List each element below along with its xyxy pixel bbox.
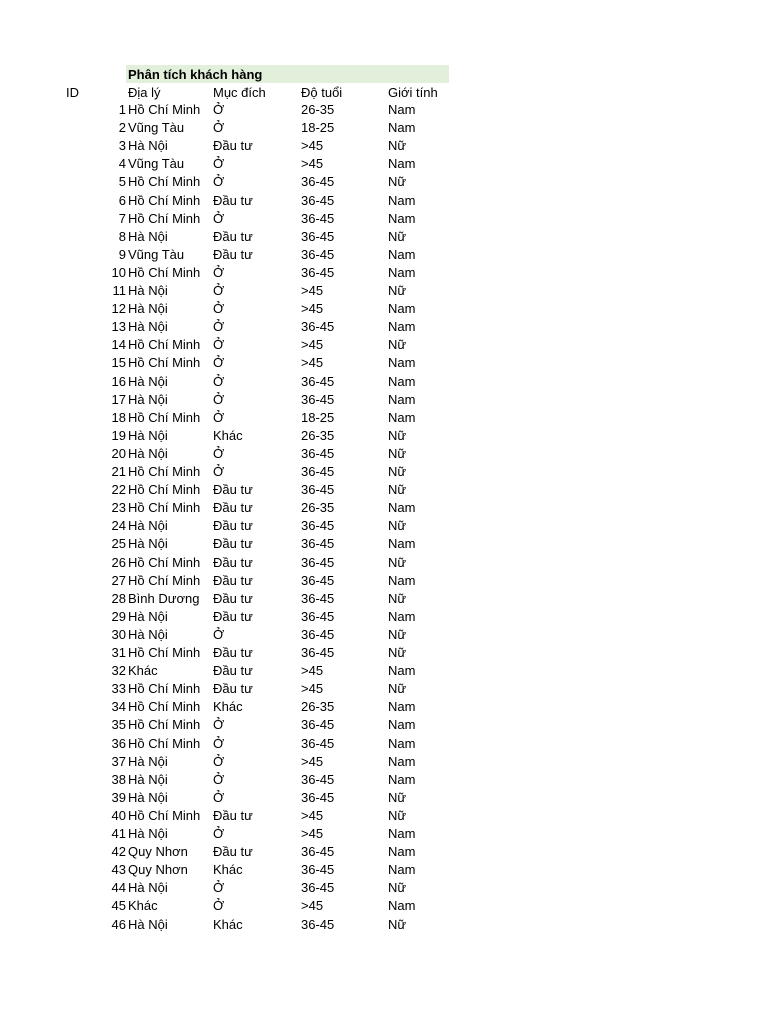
header-gender[interactable]: Giới tính (388, 85, 438, 100)
table-row (0, 535, 768, 553)
table-row (0, 119, 768, 137)
cell-age[interactable]: 26-35 (301, 102, 335, 117)
cell-gender[interactable]: Nữ (388, 645, 407, 660)
cell-purpose[interactable]: Ở (213, 156, 225, 172)
cell-id[interactable]: 37 (111, 753, 126, 769)
cell-purpose[interactable]: Ở (213, 102, 225, 117)
cell-purpose[interactable]: Ở (213, 301, 225, 317)
cell-geography[interactable]: Hồ Chí Minh (128, 645, 201, 660)
cell-purpose[interactable]: Đầu tư (213, 500, 253, 516)
cell-id[interactable]: 24 (111, 518, 126, 534)
table-row (0, 409, 768, 427)
cell-geography[interactable]: Bình Dương (128, 590, 200, 606)
cell-geography[interactable]: Hà Nội (128, 608, 168, 624)
cell-purpose[interactable]: Ở (213, 898, 225, 914)
cell-id[interactable]: 4 (118, 156, 126, 172)
header-id[interactable]: ID (66, 85, 79, 100)
cell-geography[interactable]: Hà Nội (128, 518, 168, 534)
cell-purpose[interactable]: Đầu tư (213, 681, 253, 697)
cell-gender[interactable]: Nam (388, 862, 416, 878)
cell-geography[interactable]: Hồ Chí Minh (128, 681, 201, 697)
cell-gender[interactable]: Nữ (388, 138, 407, 154)
cell-age[interactable]: 36-45 (301, 717, 335, 733)
cell-age[interactable]: >45 (301, 681, 324, 697)
cell-id[interactable]: 26 (111, 554, 126, 570)
header-purpose[interactable]: Mục đích (213, 85, 266, 100)
cell-gender[interactable]: Nam (388, 500, 416, 516)
cell-purpose[interactable]: Ở (213, 717, 225, 733)
cell-purpose[interactable]: Ở (213, 771, 225, 787)
cell-id[interactable]: 21 (111, 464, 126, 479)
cell-age[interactable]: 36-45 (301, 445, 335, 461)
cell-gender[interactable]: Nam (388, 301, 416, 317)
cell-purpose[interactable]: Khác (213, 916, 243, 932)
cell-id[interactable]: 18 (111, 409, 126, 425)
table-row (0, 155, 768, 173)
cell-geography[interactable]: Hồ Chí Minh (128, 482, 201, 498)
table-row (0, 698, 768, 716)
table-row (0, 354, 768, 372)
table-row (0, 861, 768, 879)
table-row (0, 807, 768, 825)
cell-id[interactable]: 44 (111, 880, 126, 896)
cell-geography[interactable]: Hà Nội (128, 626, 168, 642)
cell-geography[interactable]: Hồ Chí Minh (128, 337, 201, 353)
cell-age[interactable]: 18-25 (301, 120, 335, 136)
cell-purpose[interactable]: Ở (213, 373, 225, 389)
table-row (0, 680, 768, 698)
cell-id[interactable]: 46 (111, 916, 126, 932)
cell-age[interactable]: >45 (301, 301, 324, 317)
cell-purpose[interactable]: Ở (213, 735, 225, 751)
cell-purpose[interactable]: Khác (213, 427, 243, 443)
cell-purpose[interactable]: Ở (213, 464, 225, 479)
cell-geography[interactable]: Hà Nội (128, 445, 168, 461)
cell-age[interactable]: 36-45 (301, 210, 335, 226)
cell-geography[interactable]: Hà Nội (128, 228, 168, 244)
cell-geography[interactable]: Hồ Chí Minh (128, 572, 201, 588)
cell-purpose[interactable]: Đầu tư (213, 608, 253, 624)
sheet-title[interactable]: Phân tích khách hàng (128, 67, 263, 82)
cell-geography[interactable]: Hà Nội (128, 771, 168, 787)
cell-gender[interactable]: Nữ (388, 482, 407, 498)
cell-id[interactable]: 38 (111, 771, 126, 787)
cell-age[interactable]: 36-45 (301, 228, 335, 244)
cell-geography[interactable]: Hồ Chí Minh (128, 735, 201, 751)
table-row (0, 608, 768, 626)
cell-purpose[interactable]: Đầu tư (213, 482, 253, 498)
table-row (0, 879, 768, 897)
cell-age[interactable]: 36-45 (301, 391, 335, 407)
cell-purpose[interactable]: Đầu tư (213, 663, 253, 679)
cell-id[interactable]: 10 (111, 264, 126, 280)
table-row (0, 445, 768, 463)
cell-purpose[interactable]: Ở (213, 753, 225, 769)
table-row (0, 318, 768, 336)
cell-geography[interactable]: Hồ Chí Minh (128, 264, 201, 280)
cell-gender[interactable]: Nữ (388, 427, 407, 443)
cell-id[interactable]: 43 (111, 862, 126, 878)
table-row (0, 336, 768, 354)
cell-age[interactable]: 36-45 (301, 789, 335, 805)
cell-age[interactable]: 36-45 (301, 319, 335, 335)
cell-gender[interactable]: Nam (388, 264, 416, 280)
cell-gender[interactable]: Nam (388, 120, 416, 136)
cell-purpose[interactable]: Đầu tư (213, 228, 253, 244)
table-row (0, 391, 768, 409)
cell-geography[interactable]: Hồ Chí Minh (128, 102, 201, 117)
table-row (0, 210, 768, 228)
cell-purpose[interactable]: Đầu tư (213, 246, 253, 262)
cell-geography[interactable]: Khác (128, 663, 158, 679)
cell-id[interactable]: 14 (111, 337, 126, 353)
cell-id[interactable]: 19 (111, 427, 126, 443)
cell-geography[interactable]: Hồ Chí Minh (128, 192, 201, 208)
cell-gender[interactable]: Nam (388, 753, 416, 769)
cell-gender[interactable]: Nam (388, 409, 416, 425)
cell-id[interactable]: 39 (111, 789, 126, 805)
table-row (0, 825, 768, 843)
cell-gender[interactable]: Nam (388, 536, 416, 552)
cell-geography[interactable]: Vũng Tàu (128, 156, 185, 172)
cell-id[interactable]: 33 (111, 681, 126, 697)
cell-gender[interactable]: Nữ (388, 283, 407, 298)
cell-geography[interactable]: Hà Nội (128, 138, 168, 154)
cell-geography[interactable]: Hà Nội (128, 880, 168, 896)
cell-geography[interactable]: Vũng Tàu (128, 120, 185, 136)
table-row (0, 644, 768, 662)
cell-purpose[interactable]: Đầu tư (213, 554, 253, 570)
cell-gender[interactable]: Nam (388, 735, 416, 751)
table-row (0, 897, 768, 915)
cell-age[interactable]: 26-35 (301, 500, 335, 516)
cell-age[interactable]: 36-45 (301, 264, 335, 280)
table-row (0, 101, 768, 119)
table-row (0, 463, 768, 481)
cell-age[interactable]: >45 (301, 753, 324, 769)
cell-purpose[interactable]: Ở (213, 264, 225, 280)
cell-purpose[interactable]: Ở (213, 120, 225, 136)
cell-gender[interactable]: Nam (388, 898, 416, 914)
cell-gender[interactable]: Nữ (388, 518, 407, 534)
cell-id[interactable]: 6 (118, 192, 126, 208)
cell-gender[interactable]: Nữ (388, 590, 407, 606)
cell-id[interactable]: 20 (111, 445, 126, 461)
table-row (0, 662, 768, 680)
cell-purpose[interactable]: Đầu tư (213, 590, 253, 606)
cell-id[interactable]: 12 (111, 301, 126, 317)
cell-id[interactable]: 8 (118, 228, 126, 244)
cell-purpose[interactable]: Ở (213, 283, 225, 298)
cell-gender[interactable]: Nam (388, 391, 416, 407)
table-row (0, 300, 768, 318)
cell-geography[interactable]: Quy Nhơn (128, 862, 188, 878)
cell-id[interactable]: 23 (111, 500, 126, 516)
cell-geography[interactable]: Quy Nhơn (128, 844, 188, 860)
cell-purpose[interactable]: Khác (213, 862, 243, 878)
cell-id[interactable]: 32 (111, 663, 126, 679)
cell-id[interactable]: 7 (118, 210, 126, 226)
cell-gender[interactable]: Nam (388, 355, 416, 371)
cell-purpose[interactable]: Ở (213, 626, 225, 642)
cell-id[interactable]: 3 (118, 138, 126, 154)
table-row (0, 282, 768, 300)
table-row (0, 499, 768, 517)
table-row (0, 427, 768, 445)
cell-geography[interactable]: Hà Nội (128, 283, 168, 298)
cell-geography[interactable]: Hà Nội (128, 826, 168, 841)
cell-gender[interactable]: Nam (388, 771, 416, 787)
cell-gender[interactable]: Nam (388, 373, 416, 389)
cell-id[interactable]: 31 (111, 645, 126, 660)
cell-gender[interactable]: Nam (388, 699, 416, 715)
cell-gender[interactable]: Nữ (388, 681, 407, 697)
table-row (0, 789, 768, 807)
cell-age[interactable]: 36-45 (301, 880, 335, 896)
cell-purpose[interactable]: Ở (213, 826, 225, 841)
cell-age[interactable]: 36-45 (301, 862, 335, 878)
cell-purpose[interactable]: Đầu tư (213, 645, 253, 660)
cell-geography[interactable]: Hồ Chí Minh (128, 554, 201, 570)
cell-age[interactable]: 36-45 (301, 554, 335, 570)
cell-age[interactable]: >45 (301, 898, 324, 914)
cell-geography[interactable]: Hồ Chí Minh (128, 355, 201, 371)
cell-age[interactable]: 36-45 (301, 916, 335, 932)
table-row (0, 771, 768, 789)
cell-id[interactable]: 30 (111, 626, 126, 642)
cell-gender[interactable]: Nam (388, 210, 416, 226)
cell-geography[interactable]: Hồ Chí Minh (128, 409, 201, 425)
cell-purpose[interactable]: Khác (213, 699, 243, 715)
cell-gender[interactable]: Nam (388, 319, 416, 335)
cell-age[interactable]: >45 (301, 337, 324, 353)
cell-gender[interactable]: Nữ (388, 554, 407, 570)
cell-geography[interactable]: Hà Nội (128, 753, 168, 769)
cell-gender[interactable]: Nam (388, 844, 416, 860)
cell-age[interactable]: >45 (301, 138, 324, 154)
cell-age[interactable]: 36-45 (301, 590, 335, 606)
cell-id[interactable]: 35 (111, 717, 126, 733)
table-row (0, 716, 768, 734)
cell-geography[interactable]: Hồ Chí Minh (128, 174, 201, 190)
cell-id[interactable]: 2 (118, 120, 126, 136)
cell-geography[interactable]: Hà Nội (128, 789, 168, 805)
cell-purpose[interactable]: Ở (213, 337, 225, 353)
cell-geography[interactable]: Khác (128, 898, 158, 914)
cell-age[interactable]: >45 (301, 807, 324, 823)
cell-age[interactable]: 36-45 (301, 174, 335, 190)
cell-gender[interactable]: Nam (388, 608, 416, 624)
cell-purpose[interactable]: Đầu tư (213, 536, 253, 552)
cell-gender[interactable]: Nữ (388, 464, 407, 479)
cell-age[interactable]: 36-45 (301, 572, 335, 588)
cell-gender[interactable]: Nữ (388, 789, 407, 805)
cell-id[interactable]: 9 (118, 246, 126, 262)
cell-age[interactable]: 36-45 (301, 771, 335, 787)
cell-id[interactable]: 41 (111, 826, 126, 841)
table-row (0, 843, 768, 861)
header-geography[interactable]: Địa lý (128, 85, 161, 100)
cell-purpose[interactable]: Ở (213, 789, 225, 805)
header-age[interactable]: Độ tuổi (301, 85, 343, 100)
cell-id[interactable]: 17 (111, 391, 126, 407)
cell-age[interactable]: >45 (301, 355, 324, 371)
cell-age[interactable]: 36-45 (301, 192, 335, 208)
cell-id[interactable]: 16 (111, 373, 126, 389)
cell-purpose[interactable]: Ở (213, 355, 225, 371)
cell-gender[interactable]: Nữ (388, 174, 407, 190)
cell-gender[interactable]: Nam (388, 102, 416, 117)
cell-purpose[interactable]: Đầu tư (213, 192, 253, 208)
cell-geography[interactable]: Hà Nội (128, 301, 168, 317)
cell-geography[interactable]: Hà Nội (128, 427, 168, 443)
cell-id[interactable]: 28 (111, 590, 126, 606)
cell-gender[interactable]: Nữ (388, 337, 407, 353)
cell-age[interactable]: 36-45 (301, 626, 335, 642)
table-row (0, 517, 768, 535)
table-row (0, 554, 768, 572)
cell-age[interactable]: 36-45 (301, 645, 335, 660)
cell-purpose[interactable]: Đầu tư (213, 844, 253, 860)
cell-geography[interactable]: Hồ Chí Minh (128, 464, 201, 479)
cell-age[interactable]: 36-45 (301, 464, 335, 479)
table-row (0, 173, 768, 191)
table-row (0, 753, 768, 771)
cell-purpose[interactable]: Ở (213, 391, 225, 407)
cell-id[interactable]: 27 (111, 572, 126, 588)
table-row (0, 916, 768, 934)
cell-geography[interactable]: Hà Nội (128, 373, 168, 389)
table-row (0, 246, 768, 264)
cell-age[interactable]: 36-45 (301, 844, 335, 860)
cell-age[interactable]: 36-45 (301, 735, 335, 751)
cell-age[interactable]: 26-35 (301, 427, 335, 443)
cell-id[interactable]: 11 (112, 283, 126, 298)
cell-age[interactable]: 26-35 (301, 699, 335, 715)
cell-gender[interactable]: Nữ (388, 228, 407, 244)
cell-age[interactable]: >45 (301, 826, 324, 841)
cell-geography[interactable]: Hà Nội (128, 536, 168, 552)
cell-purpose[interactable]: Ở (213, 445, 225, 461)
table-row (0, 192, 768, 210)
cell-purpose[interactable]: Ở (213, 319, 225, 335)
cell-gender[interactable]: Nữ (388, 626, 407, 642)
cell-gender[interactable]: Nữ (388, 880, 407, 896)
cell-gender[interactable]: Nam (388, 156, 416, 172)
cell-id[interactable]: 1 (118, 102, 126, 117)
cell-gender[interactable]: Nam (388, 717, 416, 733)
cell-id[interactable]: 42 (111, 844, 126, 860)
cell-id[interactable]: 15 (111, 355, 126, 371)
cell-purpose[interactable]: Đầu tư (213, 572, 253, 588)
table-row (0, 264, 768, 282)
table-row (0, 572, 768, 590)
table-row (0, 735, 768, 753)
table-row (0, 626, 768, 644)
cell-gender[interactable]: Nam (388, 246, 416, 262)
cell-id[interactable]: 36 (111, 735, 126, 751)
table-row (0, 481, 768, 499)
cell-geography[interactable]: Hồ Chí Minh (128, 210, 201, 226)
cell-purpose[interactable]: Ở (213, 880, 225, 896)
cell-geography[interactable]: Hồ Chí Minh (128, 500, 201, 516)
cell-geography[interactable]: Hà Nội (128, 319, 168, 335)
table-row (0, 590, 768, 608)
table-row (0, 137, 768, 155)
cell-gender[interactable]: Nam (388, 663, 416, 679)
cell-geography[interactable]: Hồ Chí Minh (128, 717, 201, 733)
cell-age[interactable]: 36-45 (301, 536, 335, 552)
table-row (0, 228, 768, 246)
cell-age[interactable]: 36-45 (301, 373, 335, 389)
cell-age[interactable]: 36-45 (301, 246, 335, 262)
cell-purpose[interactable]: Đầu tư (213, 138, 253, 154)
cell-id[interactable]: 5 (118, 174, 126, 190)
cell-gender[interactable]: Nam (388, 826, 416, 841)
cell-geography[interactable]: Hà Nội (128, 391, 168, 407)
cell-age[interactable]: 36-45 (301, 608, 335, 624)
cell-id[interactable]: 29 (111, 608, 126, 624)
cell-geography[interactable]: Hồ Chí Minh (128, 807, 201, 823)
cell-purpose[interactable]: Đầu tư (213, 518, 253, 534)
cell-geography[interactable]: Vũng Tàu (128, 246, 185, 262)
cell-geography[interactable]: Hồ Chí Minh (128, 699, 201, 715)
cell-gender[interactable]: Nam (388, 192, 416, 208)
cell-id[interactable]: 22 (111, 482, 126, 498)
cell-age[interactable]: 36-45 (301, 518, 335, 534)
cell-gender[interactable]: Nữ (388, 916, 407, 932)
cell-id[interactable]: 40 (111, 807, 126, 823)
cell-purpose[interactable]: Ở (213, 210, 225, 226)
cell-id[interactable]: 34 (111, 699, 126, 715)
table-row (0, 373, 768, 391)
cell-id[interactable]: 25 (111, 536, 126, 552)
cell-gender[interactable]: Nam (388, 572, 416, 588)
cell-age[interactable]: >45 (301, 283, 324, 298)
cell-gender[interactable]: Nữ (388, 445, 407, 461)
cell-id[interactable]: 45 (111, 898, 126, 914)
cell-purpose[interactable]: Ở (213, 174, 225, 190)
cell-age[interactable]: 36-45 (301, 482, 335, 498)
cell-age[interactable]: 18-25 (301, 409, 335, 425)
cell-id[interactable]: 13 (111, 319, 126, 335)
cell-gender[interactable]: Nữ (388, 807, 407, 823)
cell-age[interactable]: >45 (301, 663, 324, 679)
cell-age[interactable]: >45 (301, 156, 324, 172)
cell-geography[interactable]: Hà Nội (128, 916, 168, 932)
cell-purpose[interactable]: Đầu tư (213, 807, 253, 823)
cell-purpose[interactable]: Ở (213, 409, 225, 425)
